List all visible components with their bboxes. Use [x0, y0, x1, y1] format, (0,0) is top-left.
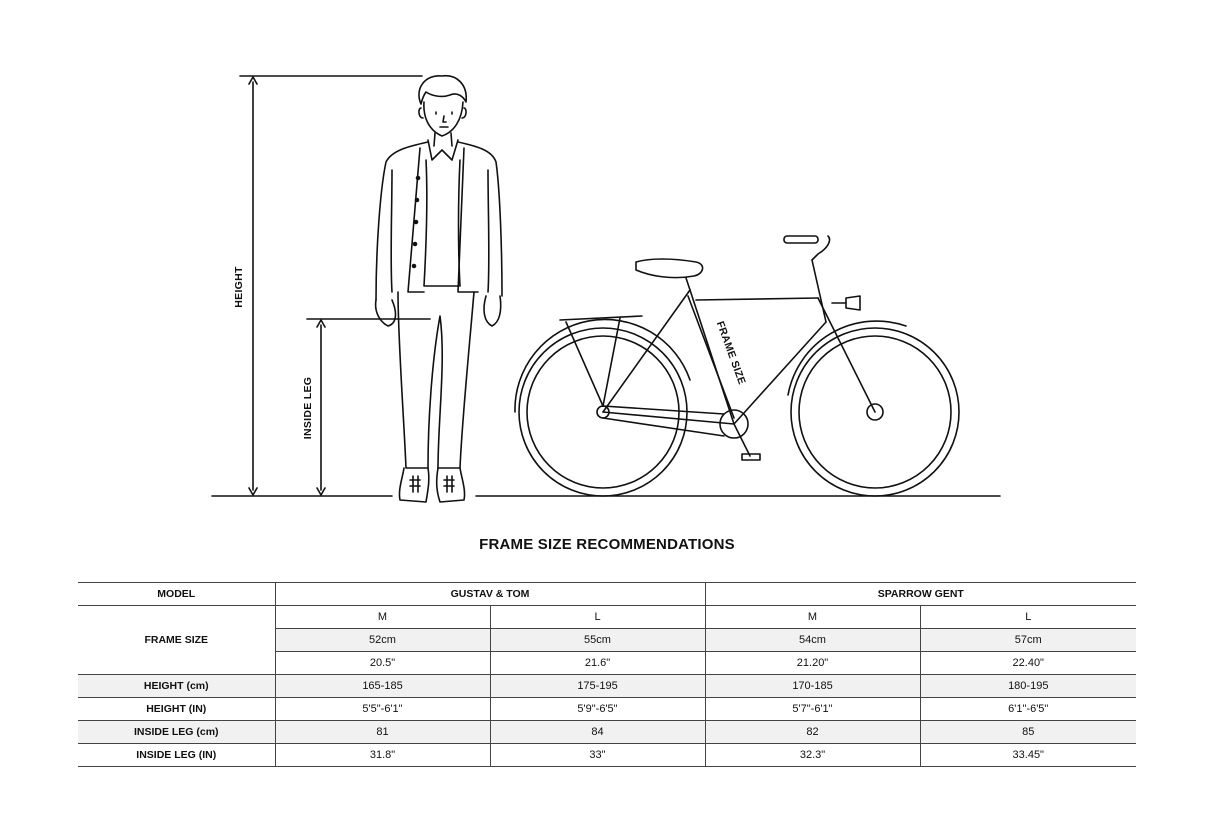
model-gustav-tom: GUSTAV & TOM: [275, 583, 705, 606]
person-figure: [376, 76, 502, 502]
frame-size-label: FRAME SIZE: [713, 319, 748, 387]
value-cell: 32.3": [705, 744, 920, 767]
value-cell: 180-195: [920, 675, 1136, 698]
table-row: [78, 744, 1136, 767]
value-cell: 5'9"-6'5": [490, 698, 705, 721]
value-cell: 175-195: [490, 675, 705, 698]
table-row: [78, 675, 1136, 698]
value-cell: 5'5"-6'1": [275, 698, 490, 721]
size-cell: L: [490, 606, 705, 629]
table-row: [78, 721, 1136, 744]
frame-size-table: [78, 582, 1136, 767]
value-cell: 81: [275, 721, 490, 744]
size-cell: L: [920, 606, 1136, 629]
value-cell: 165-185: [275, 675, 490, 698]
size-cell: M: [275, 606, 490, 629]
frame-cm-cell: 57cm: [920, 629, 1136, 652]
size-cell: M: [705, 606, 920, 629]
frame-cm-cell: 55cm: [490, 629, 705, 652]
model-header: MODEL: [78, 583, 275, 606]
value-cell: 85: [920, 721, 1136, 744]
frame-in-cell: 21.20": [705, 652, 920, 675]
table-row: [78, 698, 1136, 721]
value-cell: 5'7"-6'1": [705, 698, 920, 721]
table-row: [78, 583, 1136, 606]
row-label: HEIGHT (IN): [78, 698, 275, 721]
height-label: HEIGHT: [233, 266, 245, 308]
table-heading: FRAME SIZE RECOMMENDATIONS: [479, 536, 735, 553]
row-label: INSIDE LEG (IN): [78, 744, 275, 767]
table-row: [78, 606, 1136, 629]
inside-leg-label: INSIDE LEG: [302, 376, 314, 440]
model-sparrow-gent: SPARROW GENT: [705, 583, 1136, 606]
value-cell: 31.8": [275, 744, 490, 767]
frame-cm-cell: 52cm: [275, 629, 490, 652]
frame-size-header: FRAME SIZE: [78, 606, 275, 675]
row-label: HEIGHT (cm): [78, 675, 275, 698]
value-cell: 33": [490, 744, 705, 767]
frame-in-cell: 22.40": [920, 652, 1136, 675]
height-dimension: [240, 76, 422, 495]
value-cell: 82: [705, 721, 920, 744]
frame-cm-cell: 54cm: [705, 629, 920, 652]
value-cell: 170-185: [705, 675, 920, 698]
value-cell: 6'1"-6'5": [920, 698, 1136, 721]
row-label: INSIDE LEG (cm): [78, 721, 275, 744]
value-cell: 33.45": [920, 744, 1136, 767]
value-cell: 84: [490, 721, 705, 744]
frame-in-cell: 21.6": [490, 652, 705, 675]
frame-in-cell: 20.5": [275, 652, 490, 675]
